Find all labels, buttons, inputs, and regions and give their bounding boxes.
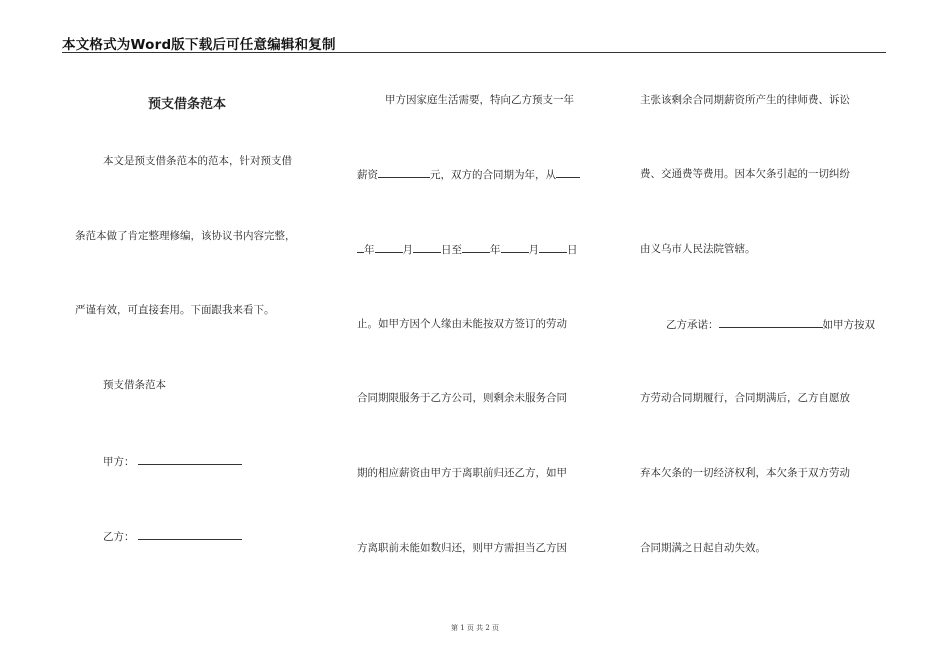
salary-label: 薪资 (357, 169, 378, 181)
col2-line-3 (357, 242, 578, 257)
start-year-blank-2 (357, 242, 364, 253)
party-b-promise-label: 乙方承诺： (666, 319, 719, 331)
col3-line-1: 主张该剩余合同期薪资所产生的律师费、诉讼 (640, 94, 850, 106)
party-a-blank (138, 454, 242, 465)
party-a-label: 甲方： (103, 456, 135, 468)
end-month-label: 月 (528, 244, 539, 256)
party-b-blank (138, 529, 242, 540)
end-day-label: 日 (567, 244, 578, 256)
col3-line-7: 合同期满之日起自动失效。 (640, 542, 766, 554)
col3-line-5: 方劳动合同期履行，合同期满后，乙方自愿放 (640, 392, 850, 404)
intro-line-3: 严谨有效，可直接套用。下面跟我来看下。 (75, 304, 275, 316)
promise-blank (719, 317, 823, 328)
col3-line-6: 弃本欠条的一切经济权利，本欠条于双方劳动 (640, 467, 850, 479)
party-b-line (103, 529, 242, 544)
col2-line-5: 合同期限服务于乙方公司，则剩余未服务合同 (357, 392, 567, 404)
col2-line-4: 止。如甲方因个人缘由未能按双方签订的劳动 (357, 318, 567, 330)
salary-blank (378, 167, 430, 178)
end-month-blank (501, 242, 529, 253)
document-title: 预支借条范本 (148, 97, 227, 112)
start-month-blank (375, 242, 403, 253)
col2-line-6: 期的相应薪资由甲方于离职前归还乙方，如甲 (357, 467, 567, 479)
col2-line-7: 方离职前未能如数归还，则甲方需担当乙方因 (357, 542, 567, 554)
col2-line-2 (357, 167, 580, 182)
intro-line-1: 本文是预支借条范本的范本，针对预支借 (103, 155, 292, 167)
end-year-label: 年 (490, 244, 501, 256)
subtitle: 预支借条范本 (103, 379, 166, 391)
start-year-label: 年 (364, 244, 375, 256)
page-number: 第 1 页 共 2 页 (450, 624, 500, 632)
col3-line-4 (666, 317, 875, 332)
promise-text: 如甲方按双 (822, 319, 875, 331)
party-a-line (103, 454, 242, 469)
col3-line-3: 由义乌市人民法院管辖。 (640, 243, 756, 255)
document-header-title: 本文格式为Word版下载后可任意编辑和复制 (62, 37, 336, 53)
header-divider (62, 52, 886, 53)
party-b-label: 乙方： (103, 531, 135, 543)
col3-line-2: 费、交通费等费用。因本欠条引起的一切纠纷 (640, 168, 850, 180)
start-day-label: 日至 (441, 244, 462, 256)
contract-term-text: 元，双方的合同期为年，从 (430, 169, 556, 181)
start-year-blank (556, 167, 580, 178)
end-day-blank (539, 242, 567, 253)
start-day-blank (413, 242, 441, 253)
col2-line-1: 甲方因家庭生活需要，特向乙方预支一年 (385, 94, 574, 106)
intro-line-2: 条范本做了肯定整理修编，该协议书内容完整， (75, 230, 296, 242)
end-year-blank (462, 242, 490, 253)
start-month-label: 月 (402, 244, 413, 256)
